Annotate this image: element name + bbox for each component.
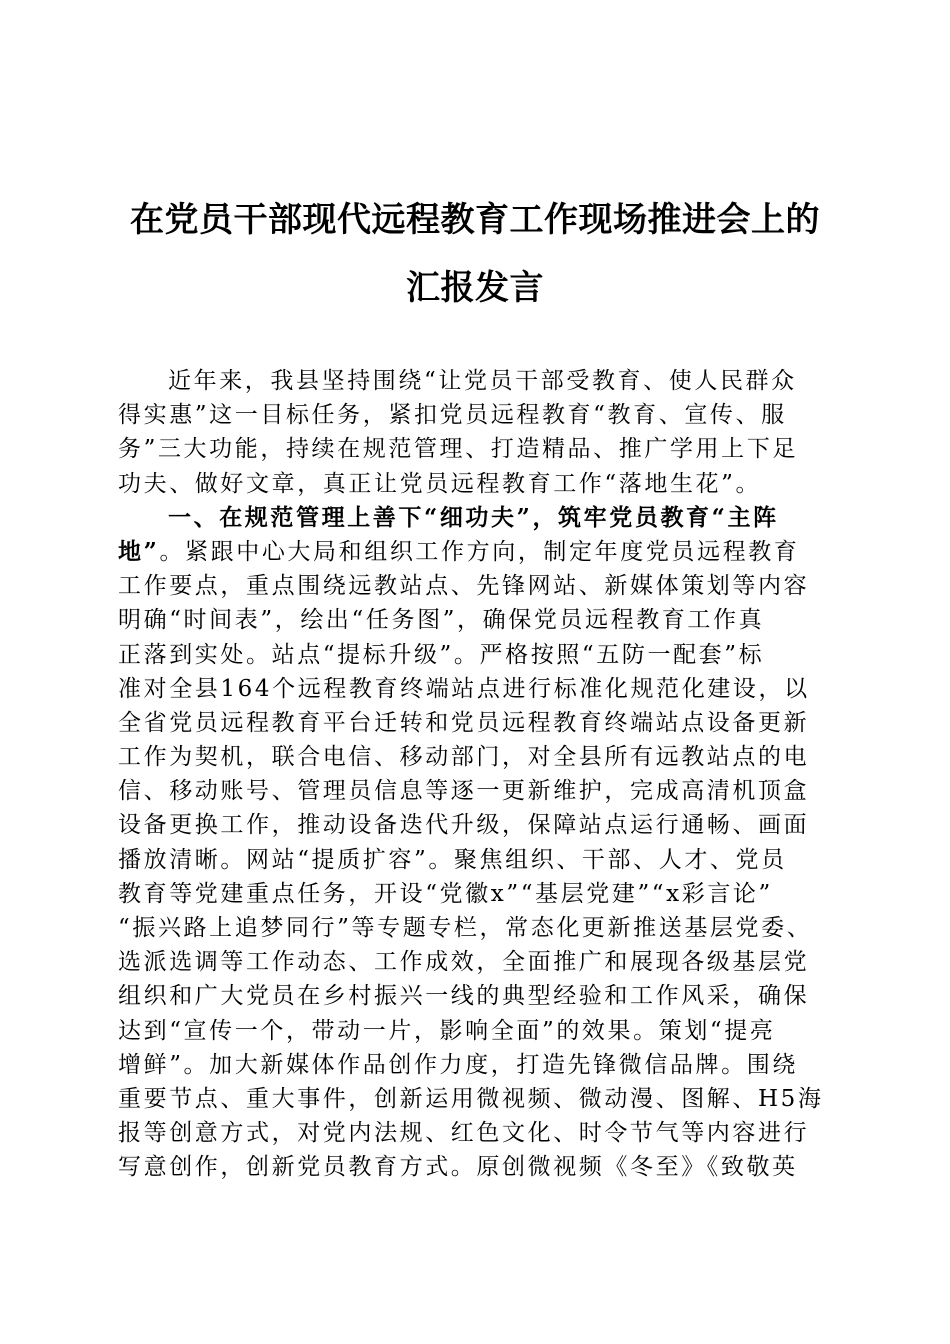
paragraph-line: 准对全县164个远程教育终端站点进行标准化规范化建设，以: [118, 675, 810, 702]
paragraph-text: 。紧跟中心大局和组织工作方向，制定年度党员远程教育: [159, 538, 800, 565]
document-body: [118, 364, 832, 1185]
paragraph-line: 增鲜”。加大新媒体作品创作力度，打造先锋微信品牌。围绕: [118, 1051, 798, 1078]
paragraph-line: 明确“时间表”，绘出“任务图”，确保党员远程教育工作真: [118, 607, 765, 634]
paragraph-line: “振兴路上追梦同行”等专题专栏，常态化更新推送基层党委、: [118, 915, 813, 941]
paragraph-line: 得实惠”这一目标任务，紧扣党员远程教育“教育、宣传、服: [118, 402, 787, 429]
paragraph-line: 正落到实处。站点“提标升级”。严格按照“五防一配套”标: [118, 641, 765, 668]
paragraph-line: 务”三大功能，持续在规范管理、打造精品、推广学用上下足: [118, 436, 798, 463]
paragraph-line: 工作要点，重点围绕远教站点、先锋网站、新媒体策划等内容: [118, 573, 810, 600]
document-title-line-1: 在党员干部现代远程教育工作现场推进会上的: [130, 200, 820, 240]
paragraph-line: 选派选调等工作动态、工作成效，全面推广和展现各级基层党: [118, 949, 810, 976]
paragraph-line: 重要节点、重大事件，创新运用微视频、微动漫、图解、H5海: [118, 1085, 824, 1112]
paragraph-line: 工作为契机，联合电信、移动部门，对全县所有远教站点的电: [118, 744, 810, 771]
paragraph-line: [118, 535, 832, 569]
paragraph-line: 教育等党建重点任务，开设“党徽x”“基层党建”“x彩言论”: [118, 880, 773, 907]
paragraph-line: 功夫、做好文章，真正让党员远程教育工作“落地生花”。: [118, 470, 762, 497]
paragraph-line: 信、移动账号、管理员信息等逐一更新维护，完成高清机顶盒: [118, 778, 810, 805]
paragraph-line: 近年来，我县坚持围绕“让党员干部受教育、使人民群众: [168, 368, 797, 394]
paragraph-line: 写意创作，创新党员教育方式。原创微视频《冬至》《致敬英: [118, 1154, 798, 1181]
section-heading-tail: 地”: [118, 537, 160, 565]
paragraph-line: 组织和广大党员在乡村振兴一线的典型经验和工作风采，确保: [118, 983, 810, 1010]
paragraph-line: 达到“宣传一个，带动一片，影响全面”的效果。策划“提亮: [118, 1017, 776, 1044]
paragraph-line: 报等创意方式，对党内法规、红色文化、时令节气等内容进行: [118, 1120, 810, 1147]
paragraph-line: 设备更换工作，推动设备迭代升级，保障站点运行通畅、画面: [118, 812, 810, 839]
section-heading: 一、在规范管理上善下“细功夫”，筑牢党员教育“主阵: [168, 503, 779, 531]
document-title-line-2: 汇报发言: [406, 268, 544, 308]
paragraph-line: 全省党员远程教育平台迁转和党员远程教育终端站点设备更新: [118, 709, 810, 736]
paragraph-line: 播放清晰。网站“提质扩容”。聚焦组织、干部、人才、党员: [118, 846, 787, 873]
